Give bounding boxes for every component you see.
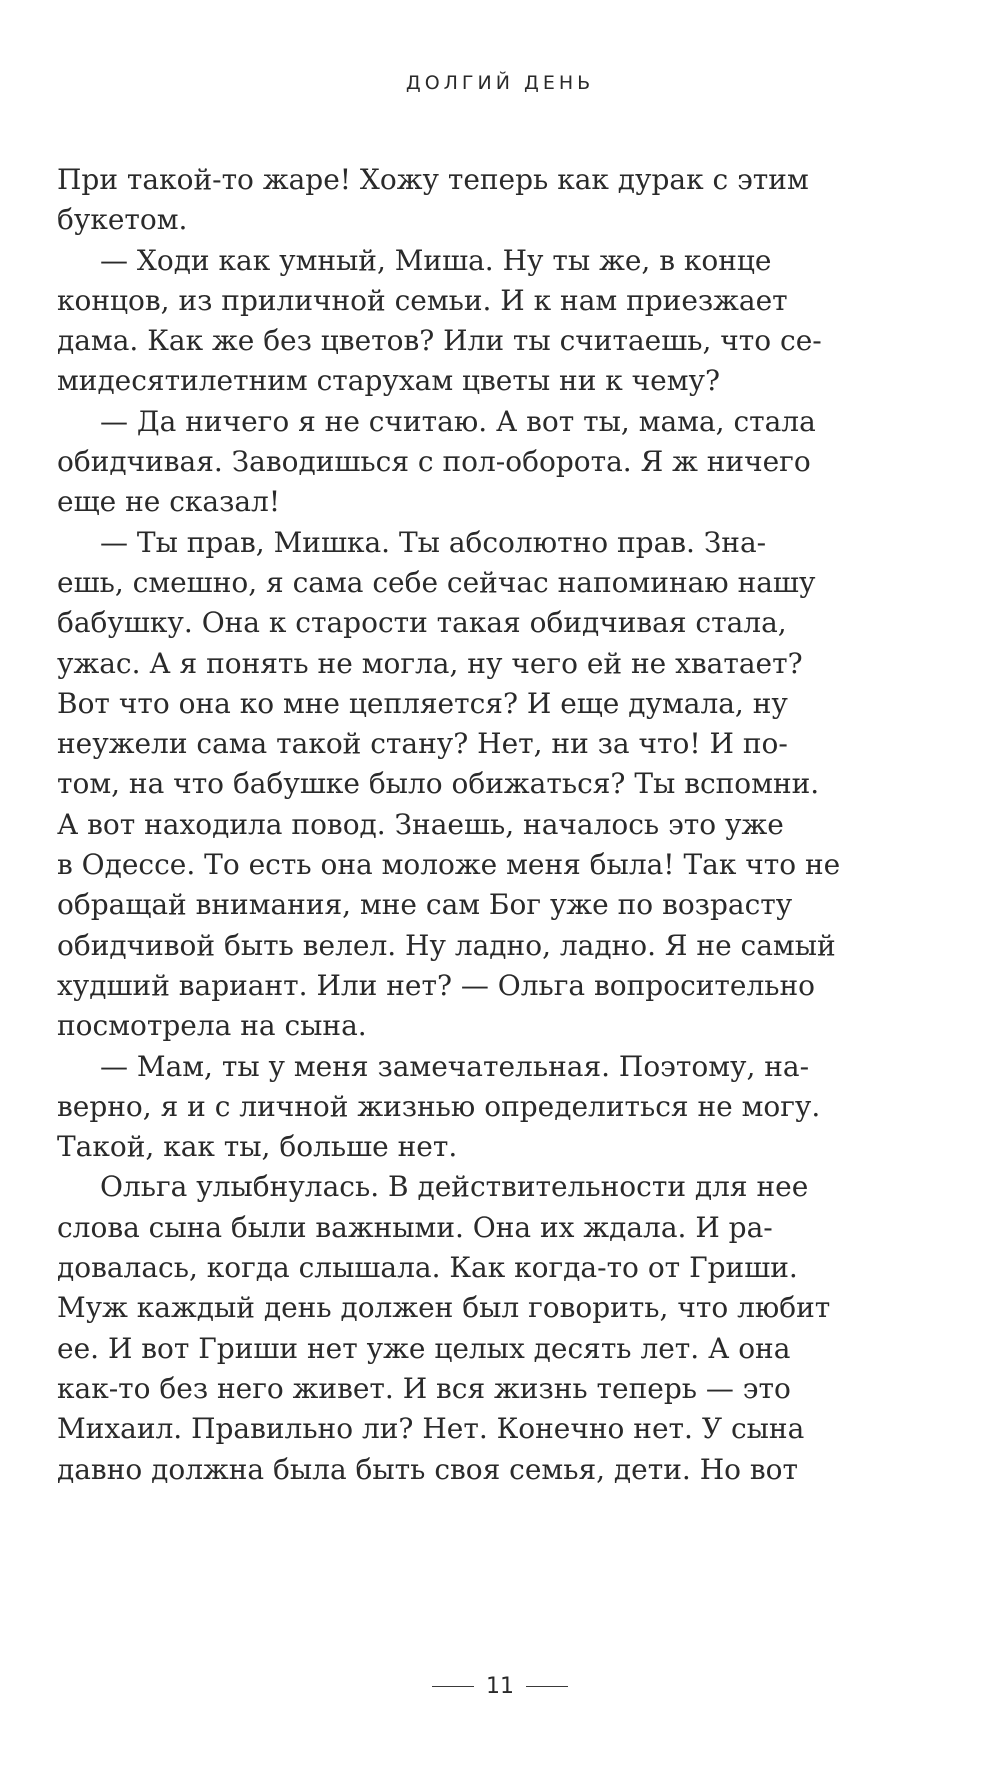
- text-line: При такой-то жаре! Хожу теперь как дурак с этим: [57, 163, 809, 196]
- text-line: Михаил. Правильно ли? Нет. Конечно нет. У сына: [57, 1412, 805, 1446]
- text-line: обидчивой быть велел. Ну ладно, ладно. Я не самый: [57, 928, 836, 962]
- text-line: худший вариант. Или нет? — Ольга вопросительно: [57, 968, 816, 1002]
- text-line: еще не сказал!: [57, 485, 281, 519]
- text-line: обращай внимания, мне сам Бог уже по возрасту: [57, 888, 793, 922]
- body-text: [57, 160, 1000, 1490]
- text-line: бабушку. Она к старости такая обидчивая стала,: [57, 606, 787, 640]
- text-line: ешь, смешно, я сама себе сейчас напоминаю нашу: [57, 565, 816, 599]
- page-number: 11: [486, 1674, 514, 1699]
- text-line: давно должна была быть своя семья, дети. Но вот: [57, 1452, 798, 1486]
- text-line: Вот что она ко мне цепляется? И еще думала, ну: [57, 686, 788, 720]
- text-line: в Одессе. То есть она моложе меня была! Так что не: [57, 848, 841, 882]
- text-line: ее. И вот Гриши нет уже целых десять лет. А она: [57, 1331, 791, 1365]
- text-line: — Мам, ты у меня замечательная. Поэтому, на-: [100, 1049, 810, 1083]
- text-line: посмотрела на сына.: [57, 1009, 367, 1043]
- folio-rule-right: [526, 1686, 568, 1688]
- text-line: букетом.: [57, 203, 188, 237]
- text-line: неужели сама такой стану? Нет, ни за что! И по-: [57, 727, 788, 761]
- text-line: — Да ничего я не считаю. А вот ты, мама, стала: [100, 404, 816, 438]
- text-line: ужас. А я понять не могла, ну чего ей не хватает?: [57, 646, 803, 680]
- text-line: слова сына были важными. Она их ждала. И ра-: [57, 1210, 773, 1244]
- text-line: верно, я и с личной жизнью определиться не могу.: [57, 1089, 821, 1123]
- text-line: Муж каждый день должен был говорить, что любит: [57, 1291, 831, 1325]
- text-line: — Ходи как умный, Миша. Ну ты же, в конце: [100, 243, 772, 277]
- text-line: обидчивая. Заводишься с пол-оборота. Я ж ничего: [57, 445, 811, 479]
- text-line: как-то без него живет. И вся жизнь теперь — это: [57, 1371, 791, 1405]
- text-line: Ольга улыбнулась. В действительности для нее: [100, 1170, 809, 1204]
- text-line: дама. Как же без цветов? Или ты считаешь, что се-: [57, 324, 822, 358]
- text-line: концов, из приличной семьи. И к нам приезжает: [57, 283, 788, 317]
- folio-rule-left: [432, 1686, 474, 1688]
- running-title: ДОЛГИЙ ДЕНЬ: [405, 72, 595, 94]
- text-line: мидесятилетним старухам цветы ни к чему?: [57, 364, 721, 398]
- text-line: довалась, когда слышала. Как когда-то от Гриши.: [57, 1251, 798, 1285]
- text-line: том, на что бабушке было обижаться? Ты вспомни.: [57, 767, 820, 801]
- text-line: А вот находила повод. Знаешь, началось это уже: [57, 807, 784, 841]
- text-line: Такой, как ты, больше нет.: [57, 1130, 458, 1164]
- page-footer: [0, 1674, 1000, 1699]
- text-line: — Ты прав, Мишка. Ты абсолютно прав. Зна-: [100, 525, 767, 559]
